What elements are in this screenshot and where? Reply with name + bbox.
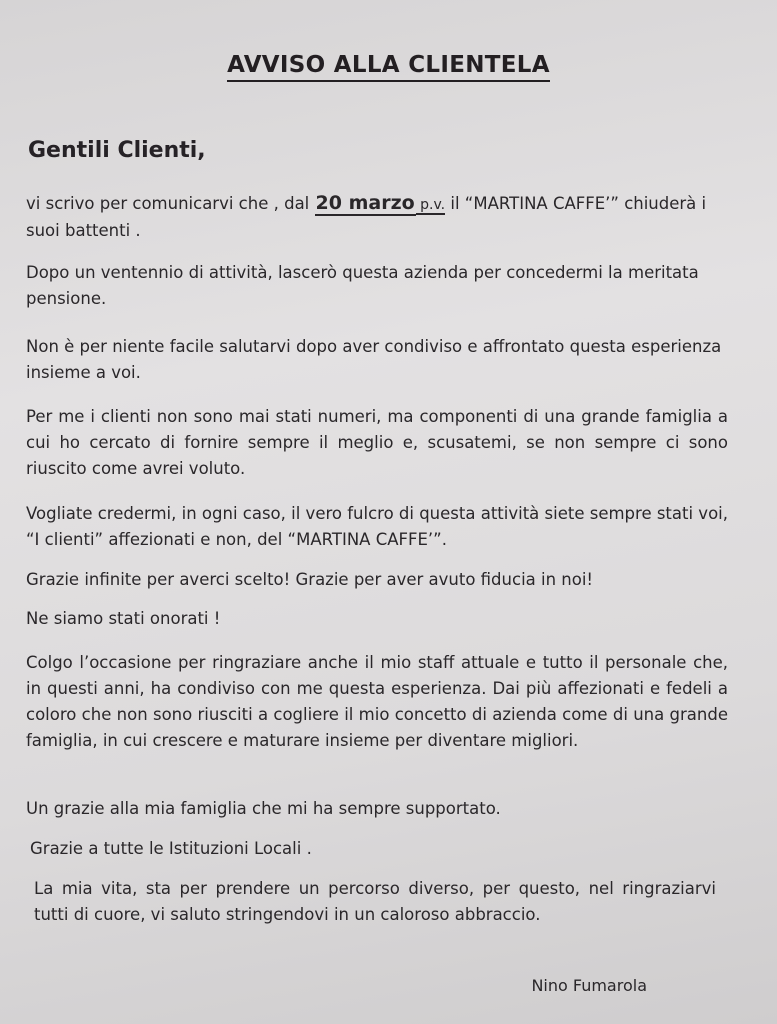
greeting: Gentili Clienti, [28,138,206,163]
paragraph-customers-focus: Vogliate credermi, in ogni caso, il vero fulcro di questa attività siete sempre stati voi, “I clienti” affezionati e non, del “MARTINA CAFFE’”. [26,504,728,549]
paragraph-closing-date-intro: vi scrivo per comunicarvi che , dal [26,194,315,213]
paragraph-family-thanks: Un grazie alla mia famiglia che mi ha sempre supportato. [26,799,501,818]
signature: Nino Fumarola [531,976,647,995]
notice-title-text: AVVISO ALLA CLIENTELA [227,52,550,82]
paragraph-thanks: Grazie infinite per averci scelto! Grazie per aver avuto fiducia in noi! [26,570,594,589]
closing-date-pv: p.v. [415,197,446,213]
closing-date: 20 marzo [315,192,415,214]
paragraph-closing-date [26,190,728,244]
paragraph-farewell: Non è per niente facile salutarvi dopo aver condiviso e affrontato questa esperienza insieme a voi. [26,337,722,382]
paragraph-customers-family: Per me i clienti non sono mai stati numeri, ma componenti di una grande famiglia a cui ho cercato di fornire sempre il meglio e, scusatemi, se non sempre ci sono riuscito come avrei voluto. [26,407,728,478]
paragraph-retirement: Dopo un ventennio di attività, lascerò questa azienda per concedermi la meritata pensione. [26,263,699,308]
paragraph-staff: Colgo l’occasione per ringraziare anche il mio staff attuale e tutto il personale che, in questi anni, ha condiviso con me questa esperienza. Dai più affezionati e fedeli a coloro che non sono riusciti a cogliere il mio concetto di azienda come di una grande famiglia, in cui crescere e maturare insieme per diventare migliori. [26,653,728,750]
paragraph-honored: Ne siamo stati onorati ! [26,609,221,628]
paragraph-institutions: Grazie a tutte le Istituzioni Locali . [30,839,312,858]
notice-title [0,52,777,78]
paragraph-closing: La mia vita, sta per prendere un percorso diverso, per questo, nel ringraziarvi tutti di cuore, vi saluto stringendovi in un caloroso abbraccio. [34,879,716,924]
paragraph-closing-date-rest: il “MARTINA CAFFE’” chiuderà i suoi battenti . [26,194,707,240]
